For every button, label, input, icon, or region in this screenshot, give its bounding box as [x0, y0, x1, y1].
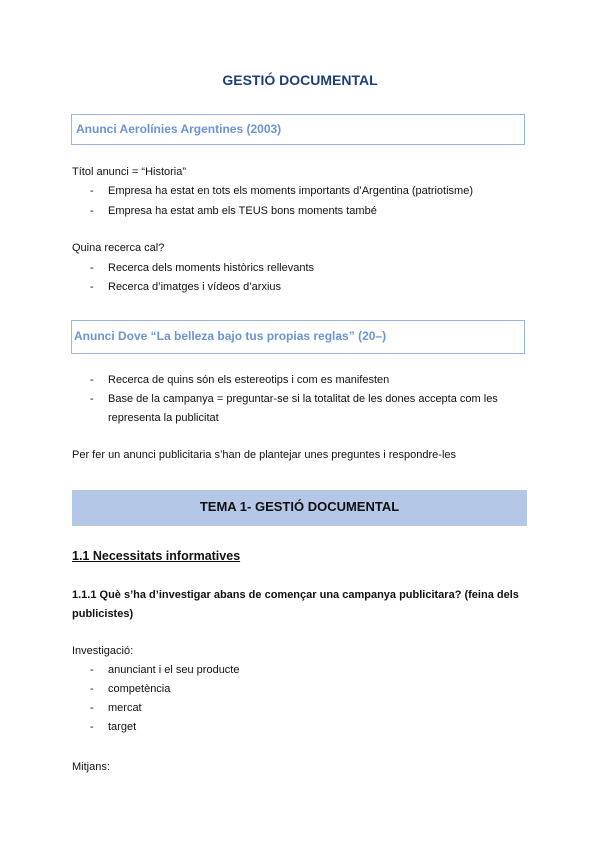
section-heading-aerolinies: Anunci Aerolínies Argentines (2003) — [76, 122, 282, 136]
section-heading-dove: Anunci Dove “La belleza bajo tus propias reglas” (20–) — [74, 329, 387, 343]
subheading: 1.1 Necessitats informatives — [72, 549, 241, 563]
topic-banner-title: TEMA 1- GESTIÓ DOCUMENTAL — [199, 499, 400, 514]
topic-banner — [72, 490, 527, 526]
section-heading-box-dove — [71, 320, 525, 354]
research-question: Quina recerca cal? — [72, 242, 165, 254]
investigacio-label: Investigació: — [72, 645, 134, 657]
section-heading-box-aerolinies — [71, 114, 525, 145]
mitjans-label: Mitjans: — [72, 761, 110, 773]
ad-title-line: Títol anunci = “Historia” — [72, 166, 187, 178]
summary-text: Per fer un anunci publicitaria s’han de plantejar unes preguntes i respondre-les — [72, 449, 457, 461]
subsubheading: 1.1.1 Què s’ha d’investigar abans de començar una campanya publicitara? (feina dels publicistes) — [72, 589, 519, 620]
page-title: GESTIÓ DOCUMENTAL — [222, 72, 378, 88]
